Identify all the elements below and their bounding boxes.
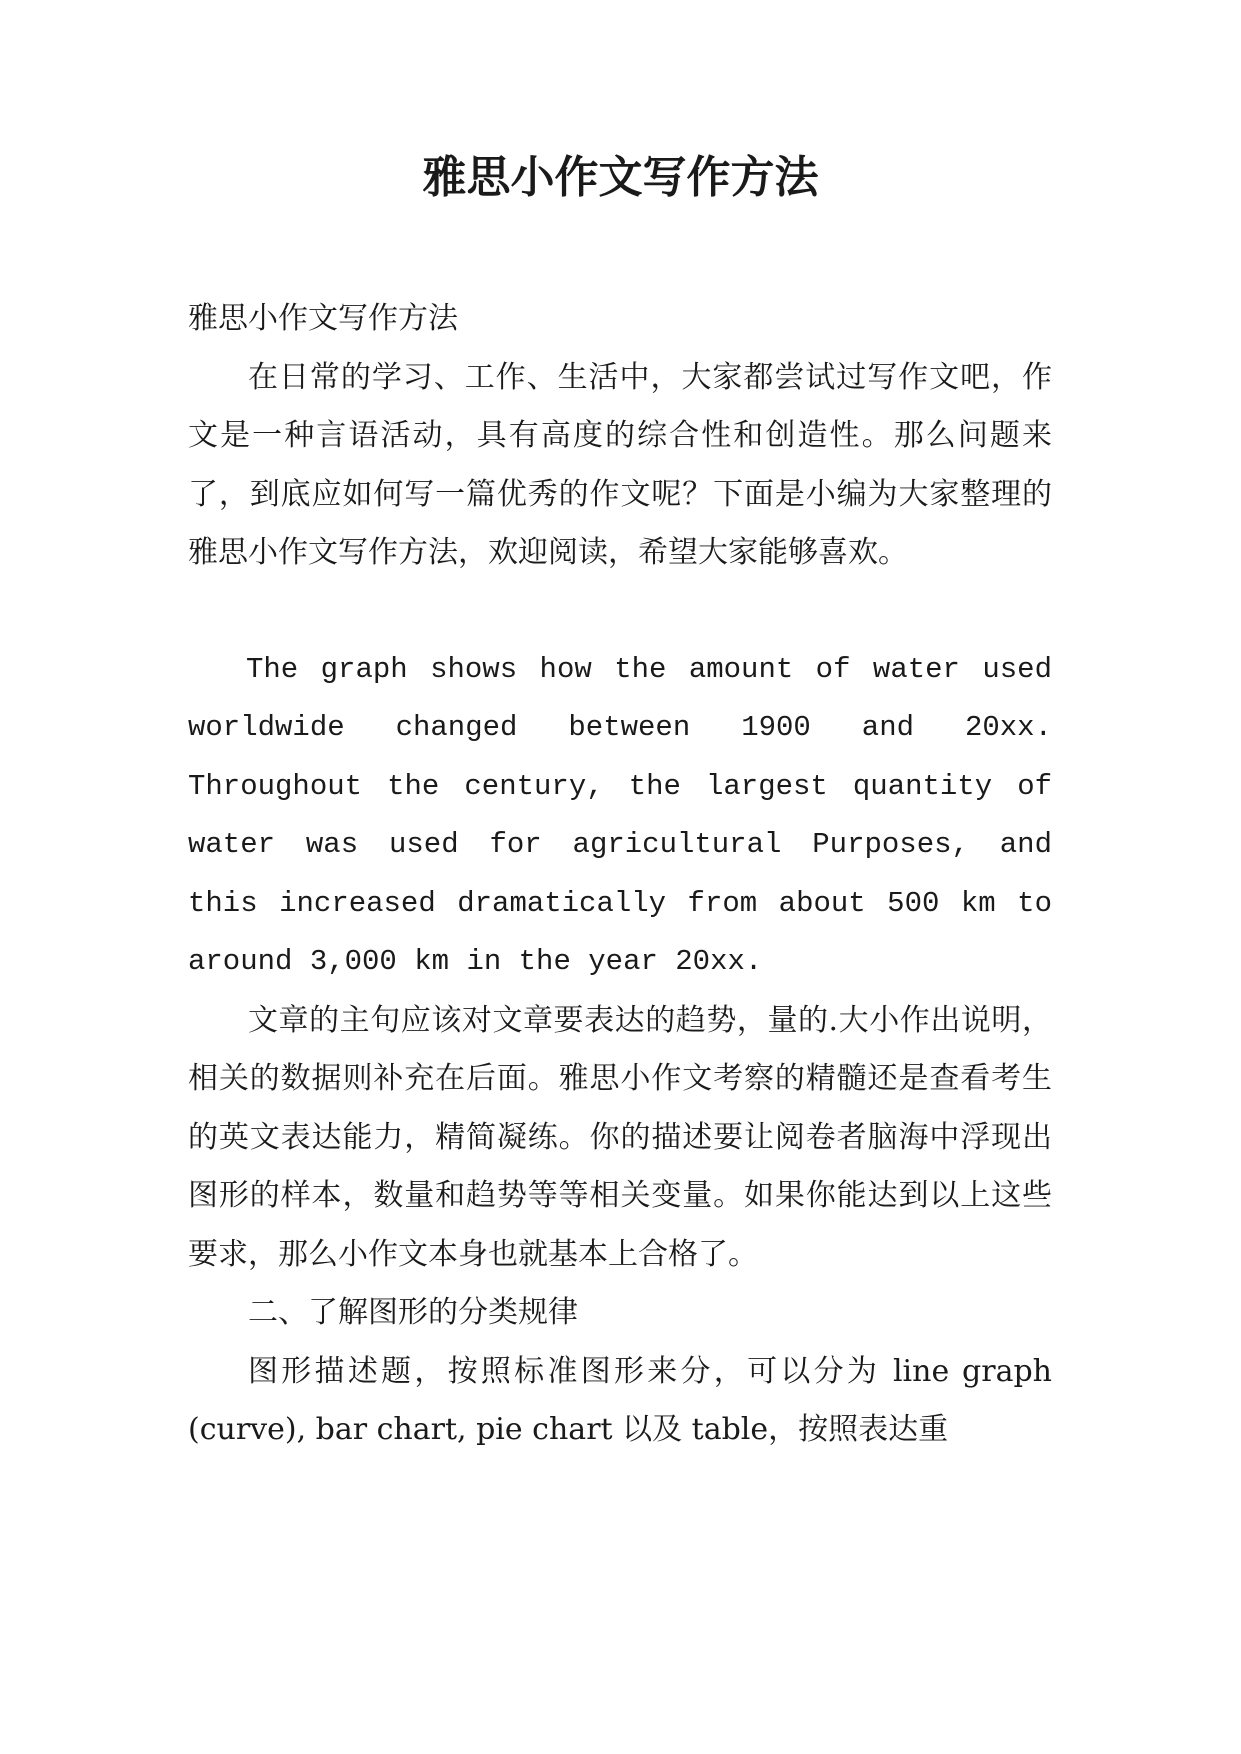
paragraph-spacer: [188, 583, 1052, 641]
graph-types-paragraph: 图形描述题，按照标准图形来分，可以分为 line graph (curve), bar chart, pie chart 以及 table，按照表达重: [188, 1353, 1052, 1447]
document-title: 雅思小作文写作方法: [422, 152, 819, 203]
section-heading: 二、了解图形的分类规律: [248, 1295, 578, 1330]
document-body: [188, 290, 1052, 1460]
intro-paragraph: 在日常的学习、工作、生活中，大家都尝试过写作文吧，作文是一种言语活动，具有高度的综合性和创造性。那么问题来了，到底应如何写一篇优秀的作文呢？下面是小编为大家整理的雅思小作文写作方法，欢迎阅读，希望大家能够喜欢。: [188, 359, 1052, 570]
document-subtitle: 雅思小作文写作方法: [188, 301, 458, 336]
english-sample-paragraph: The graph shows how the amount of water used worldwide changed between 1900 and 20xx. Throughout the century, the largest quantity of water was used for agricultural Purposes, and this increased dramatically from about 500 km to around 3,000 km in the year 20xx.: [188, 652, 1052, 978]
explanation-paragraph: 文章的主句应该对文章要表达的趋势，量的.大小作出说明，相关的数据则补充在后面。雅思小作文考察的精髓还是查看考生的英文表达能力，精简凝练。你的描述要让阅卷者脑海中浮现出图形的样本，数量和趋势等等相关变量。如果你能达到以上这些要求，那么小作文本身也就基本上合格了。: [188, 1002, 1052, 1272]
